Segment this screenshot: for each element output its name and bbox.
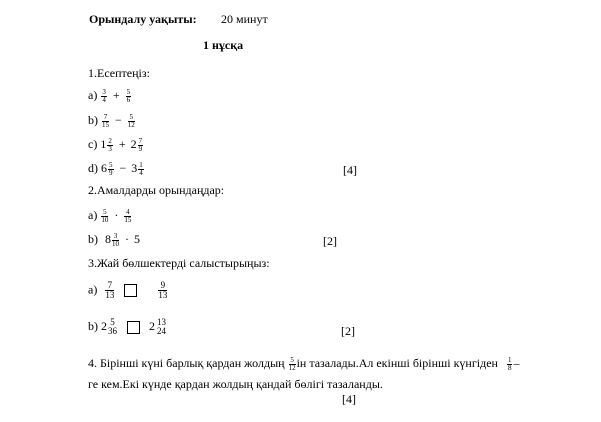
task3-item-b: b) 2 5 36 2 13 24: [88, 317, 166, 336]
task1-item-b: b) $\frac{7}{15}$ − $\frac{5}{12}$: [88, 112, 135, 129]
fraction: $\frac{5}{10}$: [101, 207, 109, 224]
fraction: 13 24: [157, 317, 166, 336]
task1-item-d: d) 6 $\frac{5}{9}$ − 3 $\frac{1}{4}$: [88, 160, 143, 177]
task3-title: 3.Жай бөлшектерді салыстырыңыз:: [88, 256, 270, 270]
task2-score: [2]: [323, 234, 337, 248]
fraction: $\frac{1}{8}$: [507, 355, 512, 372]
fraction: $\frac{1}{4}$: [139, 160, 143, 177]
fraction: $\frac{2}{3}$: [108, 136, 112, 153]
fraction: $\frac{4}{15}$: [124, 207, 132, 224]
duration-label: Орындалу уақыты:: [89, 12, 197, 26]
fraction: $\frac{5}{12}$: [288, 355, 296, 372]
fraction: $\frac{7}{9}$: [138, 136, 143, 153]
task3-score: [2]: [341, 324, 355, 338]
task3-item-a: a) $\frac{7}{13}$ $\frac{9}{13}$: [88, 280, 168, 300]
task1-item-a: a) $\frac{3}{4}$ + $\frac{5}{6}$: [88, 87, 131, 104]
task1-title: 1.Есептеңіз:: [88, 66, 150, 80]
task4-line1: 4. Бірінші күні барлық қардан жолдың $\frac{5}{12}$ ін тазалады.Ал екінші бірінші күнгіден $\frac{1}{8}$ –: [88, 355, 520, 372]
comparison-box[interactable]: [127, 321, 140, 334]
fraction: $\frac{7}{15}$: [102, 112, 109, 129]
fraction: 5 36: [108, 317, 117, 336]
comparison-box[interactable]: [124, 284, 137, 297]
task1-item-c: c) 1 $\frac{2}{3}$ + 2 $\frac{7}{9}$: [88, 136, 143, 153]
task2-title: 2.Амалдарды орындаңдар:: [88, 183, 225, 197]
fraction: $\frac{7}{13}$: [105, 280, 115, 300]
task4-line2: ге кем.Екі күнде қардан жолдың қандай бөлігі тазаланды.: [88, 377, 383, 391]
fraction: $\frac{5}{12}$: [127, 112, 135, 129]
fraction: $\frac{5}{9}$: [109, 160, 113, 177]
variant-title: 1 нұсқа: [203, 38, 244, 52]
fraction: $\frac{3}{10}$: [112, 231, 119, 248]
fraction: $\frac{3}{4}$: [102, 87, 106, 104]
fraction: $\frac{5}{6}$: [126, 87, 131, 104]
task2-item-b: b) 8 $\frac{3}{10}$ · 5: [88, 231, 140, 248]
task4-score: [4]: [342, 392, 356, 406]
fraction: $\frac{9}{13}$: [158, 280, 168, 300]
task1-score: [4]: [343, 163, 357, 177]
duration-value: 20 минут: [221, 12, 268, 26]
task2-item-a: a) $\frac{5}{10}$ · $\frac{4}{15}$: [88, 207, 132, 224]
